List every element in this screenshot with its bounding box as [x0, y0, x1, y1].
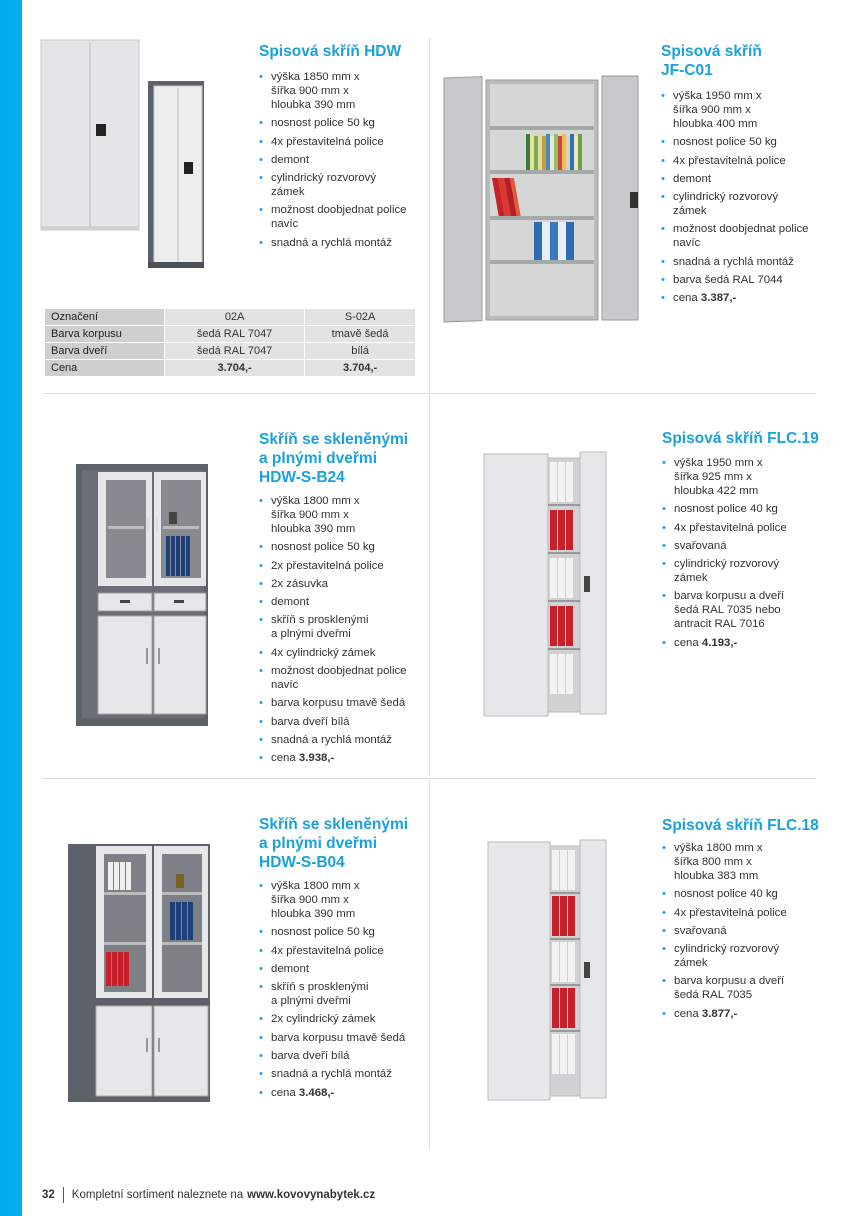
- row-divider: [42, 778, 816, 779]
- table-row: [45, 309, 416, 326]
- spec-item: • nosnost police 40 kg: [662, 502, 822, 516]
- spec-item: • 4x přestavitelná police: [661, 154, 821, 168]
- spec-item: • výška 1950 mm x šířka 900 mm x hloubka 400 mm: [661, 89, 821, 131]
- page-number: 32: [42, 1189, 55, 1201]
- row-label: Barva korpusu: [45, 326, 165, 343]
- spec-item: • možnost doobjednat police navíc: [259, 664, 424, 692]
- title-line: HDW-S-B24: [259, 469, 345, 486]
- title-line: HDW-S-B04: [259, 854, 345, 871]
- spec-item: • výška 1800 mm x šířka 800 mm x hloubka 383 mm: [662, 841, 822, 883]
- product-title: [259, 815, 408, 872]
- spec-item: • 4x přestavitelná police: [662, 521, 822, 535]
- spec-item: • snadná a rychlá montáž: [259, 733, 424, 747]
- title-line: Skříň se skleněnými: [259, 816, 409, 833]
- spec-item: • skříň s prosklenými a plnými dveřmi: [259, 980, 424, 1008]
- website-link[interactable]: www.kovovynabytek.cz: [247, 1189, 376, 1201]
- row-label: Označení: [45, 309, 165, 326]
- spec-item: • demont: [259, 595, 424, 609]
- title-line: Spisová skříň HDW: [259, 43, 402, 60]
- column-divider: [429, 780, 430, 1150]
- price-item: • cena 3.387,-: [661, 291, 821, 305]
- spec-item: • barva šedá RAL 7044: [661, 273, 821, 287]
- spec-item: • snadná a rychlá montáž: [661, 255, 821, 269]
- product-title: [661, 42, 762, 80]
- table-cell: šedá RAL 7047: [165, 326, 305, 343]
- spec-list: [662, 456, 822, 654]
- spec-list: [662, 841, 822, 1025]
- spec-item: • barva korpusu tmavě šedá: [259, 1031, 424, 1045]
- hdw-variant-table: [44, 308, 416, 377]
- spec-item: • demont: [661, 172, 821, 186]
- product-title: [662, 816, 819, 835]
- spec-list: [259, 70, 424, 254]
- spec-item: • 2x přestavitelná police: [259, 559, 424, 573]
- price-item: • cena 3.938,-: [259, 751, 424, 765]
- footer-text: Kompletní sortiment naleznete na: [71, 1189, 244, 1201]
- table-row: [45, 343, 416, 360]
- spec-item: • 2x zásuvka: [259, 577, 424, 591]
- spec-item: • barva dveří bílá: [259, 715, 424, 729]
- side-accent-bar: [0, 0, 22, 1216]
- spec-item: • snadná a rychlá montáž: [259, 236, 424, 250]
- spec-list: [661, 89, 821, 310]
- price-value: 3.877,-: [701, 1007, 738, 1020]
- spec-item: • svařovaná: [662, 539, 822, 553]
- price-item: • cena 4.193,-: [662, 636, 822, 650]
- table-cell: 3.704,-: [305, 360, 416, 377]
- spec-list: [259, 494, 424, 770]
- title-line: Spisová skříň FLC.19: [662, 430, 819, 447]
- spec-item: • snadná a rychlá montáž: [259, 1067, 424, 1081]
- row-divider: [42, 393, 816, 394]
- spec-item: • cylindrický rozvorový zámek: [661, 190, 821, 218]
- spec-item: • cylindrický rozvorový zámek: [662, 942, 822, 970]
- spec-item: • výška 1800 mm x šířka 900 mm x hloubka 390 mm: [259, 879, 424, 921]
- spec-item: • demont: [259, 153, 424, 167]
- table-row: [45, 360, 416, 377]
- spec-item: • 4x přestavitelná police: [662, 906, 822, 920]
- spec-item: • barva korpusu a dveří šedá RAL 7035 nebo antracit RAL 7016: [662, 589, 822, 631]
- title-line: JF-C01: [661, 62, 713, 79]
- spec-item: • 4x cylindrický zámek: [259, 646, 424, 660]
- product-title: [259, 42, 401, 61]
- spec-item: • barva dveří bílá: [259, 1049, 424, 1063]
- spec-item: • možnost doobjednat police navíc: [661, 222, 821, 250]
- page-footer: [42, 1187, 375, 1203]
- title-line: a plnými dveřmi: [259, 835, 378, 852]
- product-title: [259, 430, 408, 487]
- spec-item: • nosnost police 50 kg: [259, 116, 424, 130]
- spec-item: • cylindrický rozvorový zámek: [662, 557, 822, 585]
- spec-item: • skříň s prosklenými a plnými dveřmi: [259, 613, 424, 641]
- table-cell: 02A: [165, 309, 305, 326]
- spec-item: • výška 1850 mm x šířka 900 mm x hloubka 390 mm: [259, 70, 424, 112]
- title-line: Skříň se skleněnými: [259, 431, 409, 448]
- price-item: • cena 3.468,-: [259, 1086, 424, 1100]
- price-value: 4.193,-: [701, 636, 738, 649]
- spec-item: • barva korpusu a dveří šedá RAL 7035: [662, 974, 822, 1002]
- spec-item: • demont: [259, 962, 424, 976]
- spec-item: • výška 1950 mm x šířka 925 mm x hloubka 422 mm: [662, 456, 822, 498]
- table-row: [45, 326, 416, 343]
- spec-item: • 4x přestavitelná police: [259, 135, 424, 149]
- cabinet-hdw-s-b24-image: [74, 462, 210, 727]
- cabinet-hdw-s-b04-image: [66, 842, 212, 1104]
- row-label: Cena: [45, 360, 165, 377]
- table-cell: bílá: [305, 343, 416, 360]
- table-cell: šedá RAL 7047: [165, 343, 305, 360]
- spec-item: • nosnost police 40 kg: [662, 887, 822, 901]
- title-line: Spisová skříň: [661, 43, 762, 60]
- table-cell: tmavě šedá: [305, 326, 416, 343]
- spec-item: • 4x přestavitelná police: [259, 944, 424, 958]
- cabinet-flc18-image: [484, 838, 610, 1104]
- table-cell: S-02A: [305, 309, 416, 326]
- spec-item: • svařovaná: [662, 924, 822, 938]
- spec-item: • cylindrický rozvorový zámek: [259, 171, 424, 199]
- column-divider: [429, 38, 430, 393]
- title-line: Spisová skříň FLC.18: [662, 817, 819, 834]
- spec-item: • nosnost police 50 kg: [661, 135, 821, 149]
- row-label: Barva dveří: [45, 343, 165, 360]
- cabinet-flc19-image: [480, 450, 610, 720]
- title-line: a plnými dveřmi: [259, 450, 378, 467]
- spec-item: • 2x cylindrický zámek: [259, 1012, 424, 1026]
- price-item: • cena 3.877,-: [662, 1007, 822, 1021]
- footer-divider: [63, 1187, 64, 1203]
- price-value: 3.468,-: [298, 1086, 335, 1099]
- spec-item: • barva korpusu tmavě šedá: [259, 696, 424, 710]
- column-divider: [429, 396, 430, 776]
- table-cell: 3.704,-: [165, 360, 305, 377]
- product-title: [662, 429, 819, 448]
- price-value: 3.938,-: [298, 752, 335, 765]
- spec-item: • nosnost police 50 kg: [259, 540, 424, 554]
- spec-item: • nosnost police 50 kg: [259, 925, 424, 939]
- price-value: 3.387,-: [700, 292, 737, 305]
- spec-item: • možnost doobjednat police navíc: [259, 203, 424, 231]
- spec-item: • výška 1800 mm x šířka 900 mm x hloubka 390 mm: [259, 494, 424, 536]
- cabinet-hdw-image: [36, 36, 206, 271]
- cabinet-jf-c01-image: [442, 74, 642, 326]
- spec-list: [259, 879, 424, 1104]
